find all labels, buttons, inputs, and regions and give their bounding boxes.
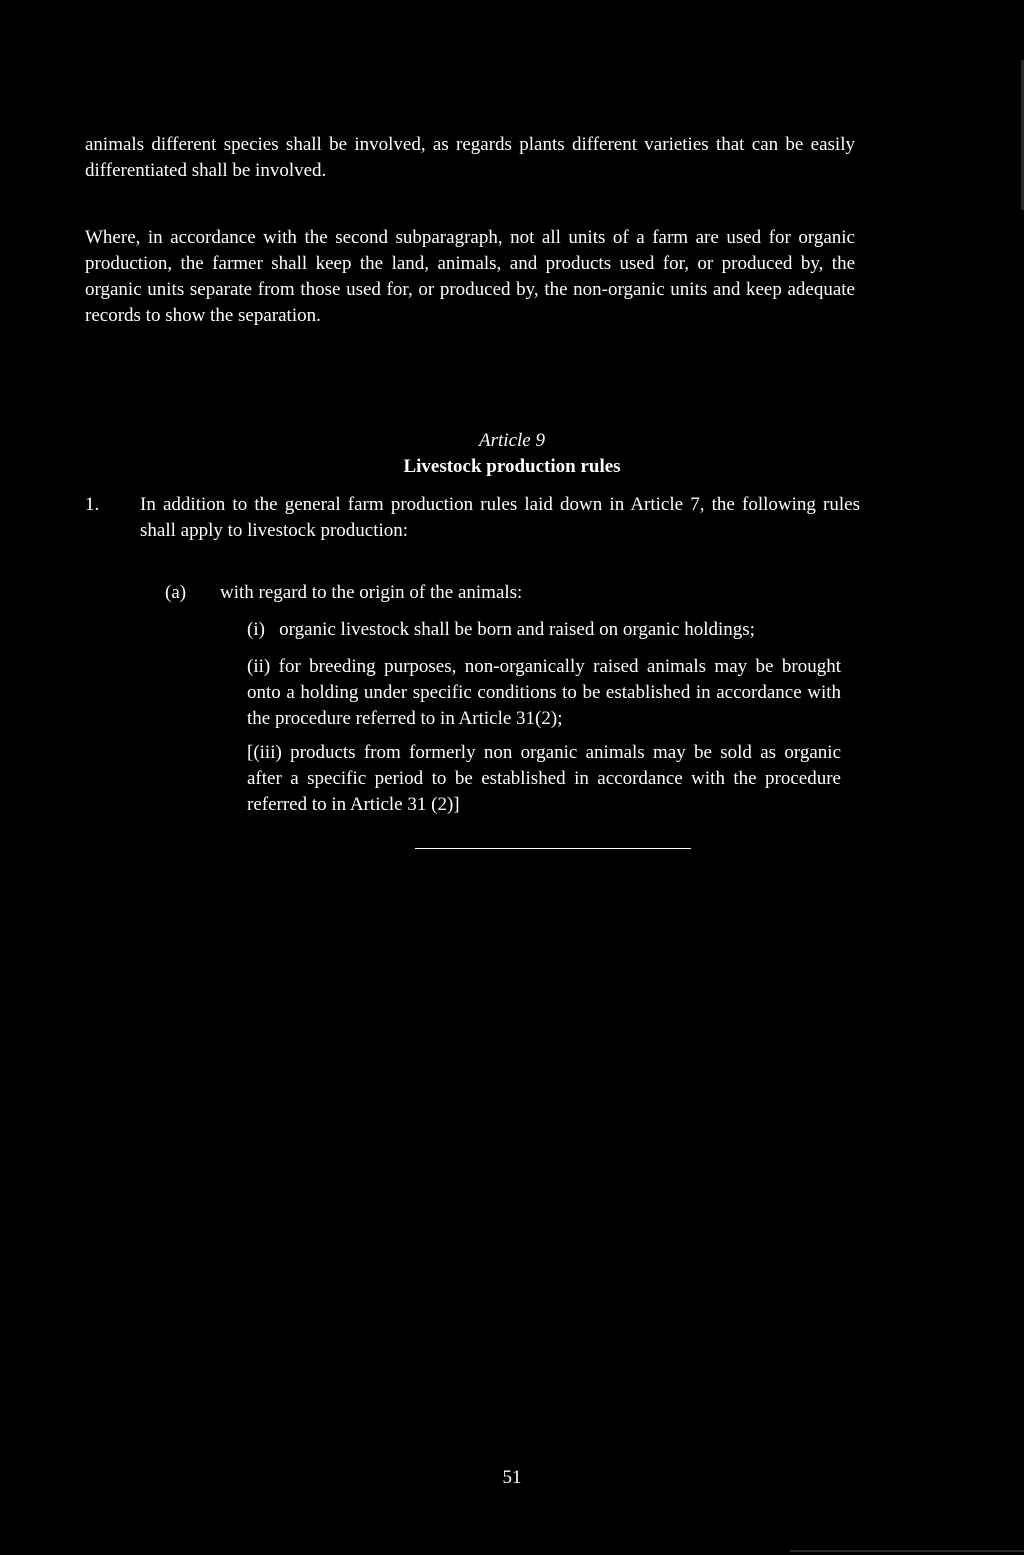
article-title: Livestock production rules [403, 456, 621, 477]
item-text: with regard to the origin of the animals: [220, 582, 523, 603]
separator-line [415, 848, 691, 849]
item-label: (a) [165, 582, 187, 603]
sub-item-i: (i) organic livestock shall be born and raised on organic holdings; [247, 619, 755, 640]
article-number: Article 9 [479, 430, 545, 451]
separation-paragraph: Where, in accordance with the second subparagraph, not all units of a farm are used for organic production, the farmer shall keep the land, animals, and products used for, or produced by, the organic units separate from those used for, or produced by, the non-organic units and keep adequate records to show the separation. [85, 227, 855, 326]
article-heading [0, 428, 1024, 480]
scan-edge-mark-bottom [790, 1550, 1024, 1552]
item-number: 1. [85, 494, 100, 515]
item-text: In addition to the general farm production rules laid down in Article 7, the following rules shall apply to livestock production: [140, 494, 860, 541]
page-number: 51 [502, 1467, 522, 1488]
sub-item-ii: (ii) for breeding purposes, non-organically raised animals may be brought onto a holding under specific conditions to be established in accordance with the procedure referred to in Article 31(2); [247, 656, 841, 729]
sub-item-iii: [(iii) products from formerly non organic animals may be sold as organic after a specific period to be established in accordance with the procedure referred to in Article 31 (2)] [247, 742, 841, 815]
continuation-paragraph: animals different species shall be involved, as regards plants different varieties that can be easily differentiated shall be involved. [85, 134, 855, 181]
